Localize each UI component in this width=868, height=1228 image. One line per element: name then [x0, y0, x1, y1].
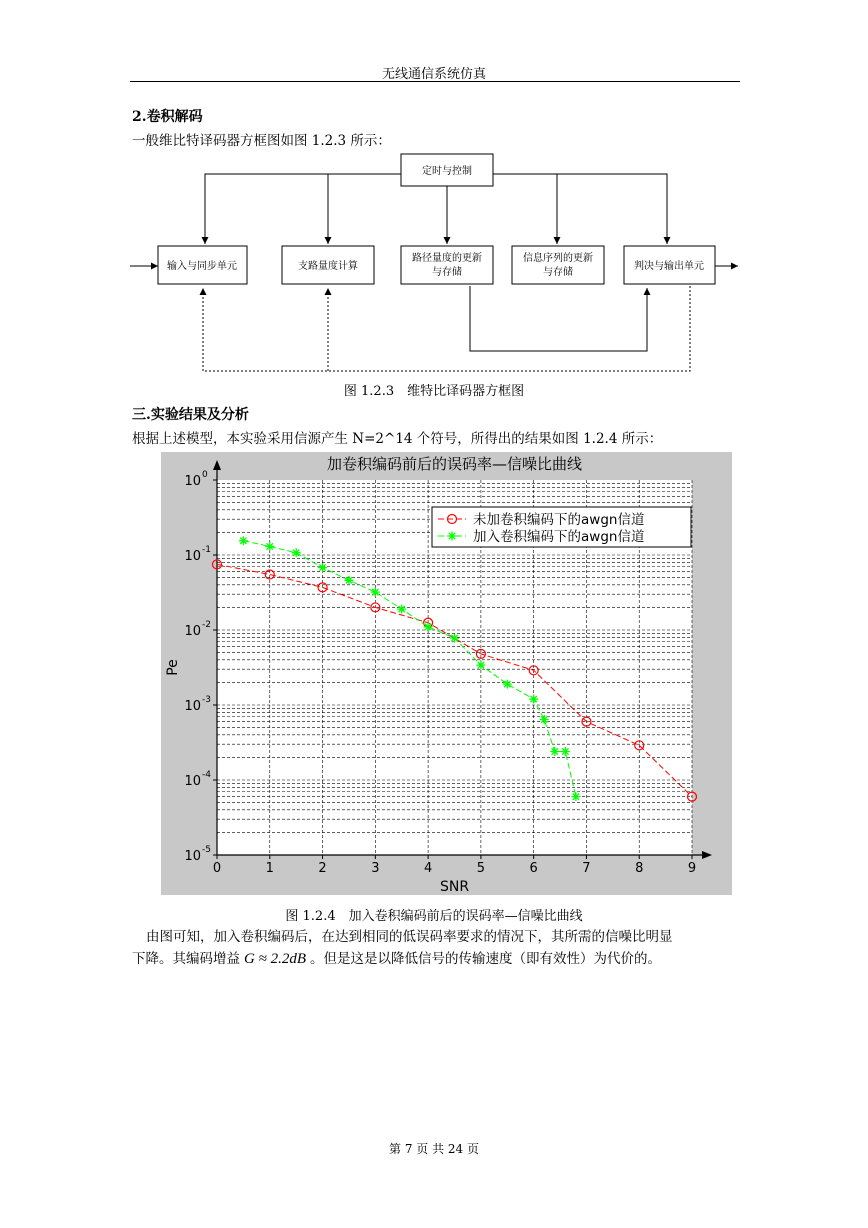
y-tick-label: 10: [184, 624, 201, 639]
conclusion-line-2-prefix: 下降。其编码增益: [132, 951, 240, 967]
section-intro-text: 一般维比特译码器方框图如图 1.2.3 所示：: [132, 133, 391, 149]
x-tick-label: 9: [687, 861, 697, 876]
section-intro-results: 根据上述模型，本实验采用信源产生 N=2^14 个符号，所得出的结果如图 1.2.4 所示：: [132, 431, 663, 447]
section-heading-results: 三.实验结果及分析: [132, 407, 249, 423]
y-tick-label: 10: [184, 699, 201, 714]
x-tick-label: 3: [371, 861, 380, 876]
x-tick-label: 5: [476, 861, 486, 876]
conclusion-line-1: 由图可知，加入卷积编码后，在达到相同的低误码率要求的情况下，其所需的信噪比明显: [146, 929, 673, 945]
legend-label-1: 加入卷积编码下的awgn信道: [473, 529, 645, 545]
block-decision-output: [624, 246, 715, 284]
x-tick-label: 0: [212, 861, 222, 876]
x-tick-label: 6: [529, 861, 538, 876]
block-info-seq-label-2: 与存储: [543, 267, 573, 278]
y-tick-exponent: -5: [202, 845, 211, 855]
control-timing-box: [401, 154, 493, 186]
block-branch-metric-label: 支路量度计算: [298, 261, 358, 272]
x-tick-label: 7: [582, 861, 591, 876]
header-rule: [130, 81, 740, 82]
block-branch-metric: [282, 246, 374, 284]
x-axis-label: SNR: [439, 879, 470, 895]
y-tick-exponent: 0: [202, 470, 208, 480]
block-decision-output-label: 判决与输出单元: [634, 261, 704, 272]
chart-title: 加卷积编码前后的误码率—信噪比曲线: [326, 455, 583, 473]
conclusion-line-2-suffix: 。但是这是以降低信号的传输速度（即有效性）为代价的。: [309, 951, 661, 967]
ber-snr-chart: [161, 452, 732, 895]
section-heading-convolutional-decoding: 2.卷积解码: [132, 109, 203, 125]
viterbi-decoder-block-diagram: [120, 148, 750, 378]
block-path-metric-update: [401, 246, 493, 284]
legend-label-0: 未加卷积编码下的awgn信道: [473, 512, 645, 528]
y-axis-arrow: [213, 460, 221, 470]
y-tick-exponent: -4: [202, 770, 211, 780]
block-path-metric-label-2: 与存储: [432, 267, 462, 278]
y-axis-label: Pe: [165, 659, 181, 676]
x-tick-label: 8: [635, 861, 644, 876]
control-timing-label: 定时与控制: [422, 166, 472, 177]
block-input-sync-label: 输入与同步单元: [167, 261, 237, 272]
x-tick-label: 2: [318, 861, 327, 876]
block-input-sync: [158, 246, 247, 284]
figure-caption-1-2-3: 图 1.2.3 维特比译码器方框图: [343, 384, 525, 399]
y-tick-label: 10: [184, 549, 201, 564]
y-tick-label: 10: [184, 849, 201, 864]
conclusion-paragraph: [132, 926, 740, 970]
x-tick-label: 1: [265, 861, 274, 876]
x-axis-arrow: [702, 851, 712, 859]
x-tick-label: 4: [423, 861, 433, 876]
y-tick-label: 10: [184, 474, 201, 489]
block-path-metric-label-1: 路径量度的更新: [412, 253, 482, 264]
figure-caption-1-2-4: 图 1.2.4 加入卷积编码前后的误码率—信噪比曲线: [285, 909, 583, 924]
y-tick-exponent: -3: [202, 695, 211, 705]
coding-gain-formula: G ≈ 2.2dB: [244, 951, 306, 967]
y-tick-exponent: -1: [202, 545, 211, 555]
page-footer: 第 7 页 共 24 页: [389, 1142, 479, 1156]
block-info-seq-label-1: 信息序列的更新: [523, 253, 593, 264]
y-tick-exponent: -2: [202, 620, 211, 630]
y-tick-label: 10: [184, 774, 201, 789]
running-header: 无线通信系统仿真: [381, 67, 486, 82]
ber-snr-chart-svg: [161, 452, 732, 895]
block-info-sequence-update: [512, 246, 604, 284]
